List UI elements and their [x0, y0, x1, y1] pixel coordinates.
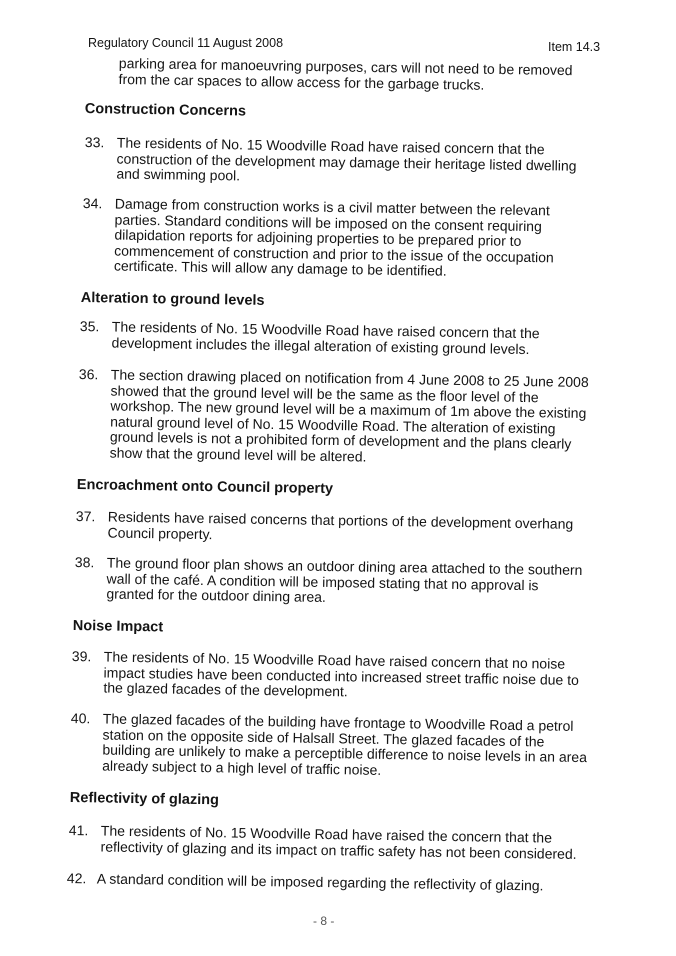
header-meeting: Regulatory Council 11 August 2008 — [88, 36, 284, 50]
paragraph-number: 34. — [82, 195, 103, 212]
paragraph-number: 37. — [75, 508, 96, 525]
section-heading-construction: Construction Concerns — [84, 101, 247, 120]
paragraph-42 — [67, 871, 587, 895]
section-heading-encroachment: Encroachment onto Council property — [76, 477, 334, 498]
paragraph-34 — [82, 196, 598, 282]
paragraph-number: 42. — [66, 870, 87, 887]
intro-paragraph — [119, 56, 599, 95]
paragraph-text: The residents of No. 15 Woodville Road have raised the concern that the reflectivity of glazing and its impact on traffic safety has not been considered. — [100, 822, 577, 862]
paragraph-37 — [76, 509, 591, 548]
header-item-number: Item 14.3 — [548, 40, 601, 54]
paragraph-36 — [78, 367, 597, 468]
section-heading-noise: Noise Impact — [72, 618, 164, 636]
paragraph-text: The residents of No. 15 Woodville Road have raised concern that the development includes the illegal alteration of existing ground levels. — [111, 318, 540, 357]
section-heading-reflectivity: Reflectivity of glazing — [69, 790, 220, 809]
paragraph-number: 41. — [68, 822, 89, 839]
paragraph-number: 40. — [70, 710, 91, 727]
intro-text: parking area for manoeuvring purposes, cars will not need to be removed from the car spaces to allow access for the garbage trucks. — [118, 55, 573, 93]
paragraph-text: The ground floor plan shows an outdoor dining area attached to the southern wall of the café. A condition will be imposed stating that no approval is granted for the outdoor dining area. — [106, 554, 583, 605]
paragraph-text: A standard condition will be imposed regarding the reflectivity of glazing. — [96, 870, 544, 894]
paragraph-text: The residents of No. 15 Woodville Road have raised concern that the construction of the development may damage their heritage listed dwelling and swimming pool. — [116, 134, 577, 184]
paragraph-number: 39. — [71, 648, 92, 665]
paragraph-39 — [71, 649, 587, 704]
section-heading-ground-levels: Alteration to ground levels — [80, 290, 265, 309]
paragraph-text: The residents of No. 15 Woodville Road have raised concern that no noise impact studies have been conducted into increased street traffic noise due to the glazed facades of the development. — [103, 648, 579, 700]
paragraph-38 — [74, 555, 590, 610]
paragraph-40 — [70, 711, 591, 781]
paragraph-41 — [69, 823, 589, 862]
paragraph-35 — [80, 319, 595, 358]
paragraph-number: 35. — [79, 318, 100, 335]
page-number: - 8 - — [313, 914, 335, 928]
paragraph-text: The glazed facades of the building have frontage to Woodville Road a petrol station on the opposite side of Halsall Street. The glazed facades of the building are unlikely to make a perceptible difference to noise levels in an area already subject to a high level of traffic noise. — [102, 710, 588, 778]
paragraph-number: 33. — [84, 134, 105, 151]
paragraph-number: 36. — [78, 366, 99, 383]
paragraph-text: Damage from construction works is a civil matter between the relevant parties. Standard conditions will be imposed on the consent requiring dilapidation reports for adjoining properties to be prepared prior to commencement of construction and prior to the issue of the occupation certificate. This will allow any damage to be identified. — [113, 195, 554, 279]
paragraph-33 — [84, 135, 600, 190]
paragraph-number: 38. — [74, 554, 95, 571]
paragraph-text: The section drawing placed on notification from 4 June 2008 to 25 June 2008 showed that the ground level will be the same as the floor level of the workshop. The new ground level will be a maximum of 1m above the existing natural ground level of No. 15 Woodville Road. The alteration of existing ground levels is not a prohibited form of development and the plans clearly show that the ground level will be altered. — [109, 366, 589, 465]
paragraph-text: Residents have raised concerns that portions of the development overhang Council property. — [107, 508, 574, 542]
